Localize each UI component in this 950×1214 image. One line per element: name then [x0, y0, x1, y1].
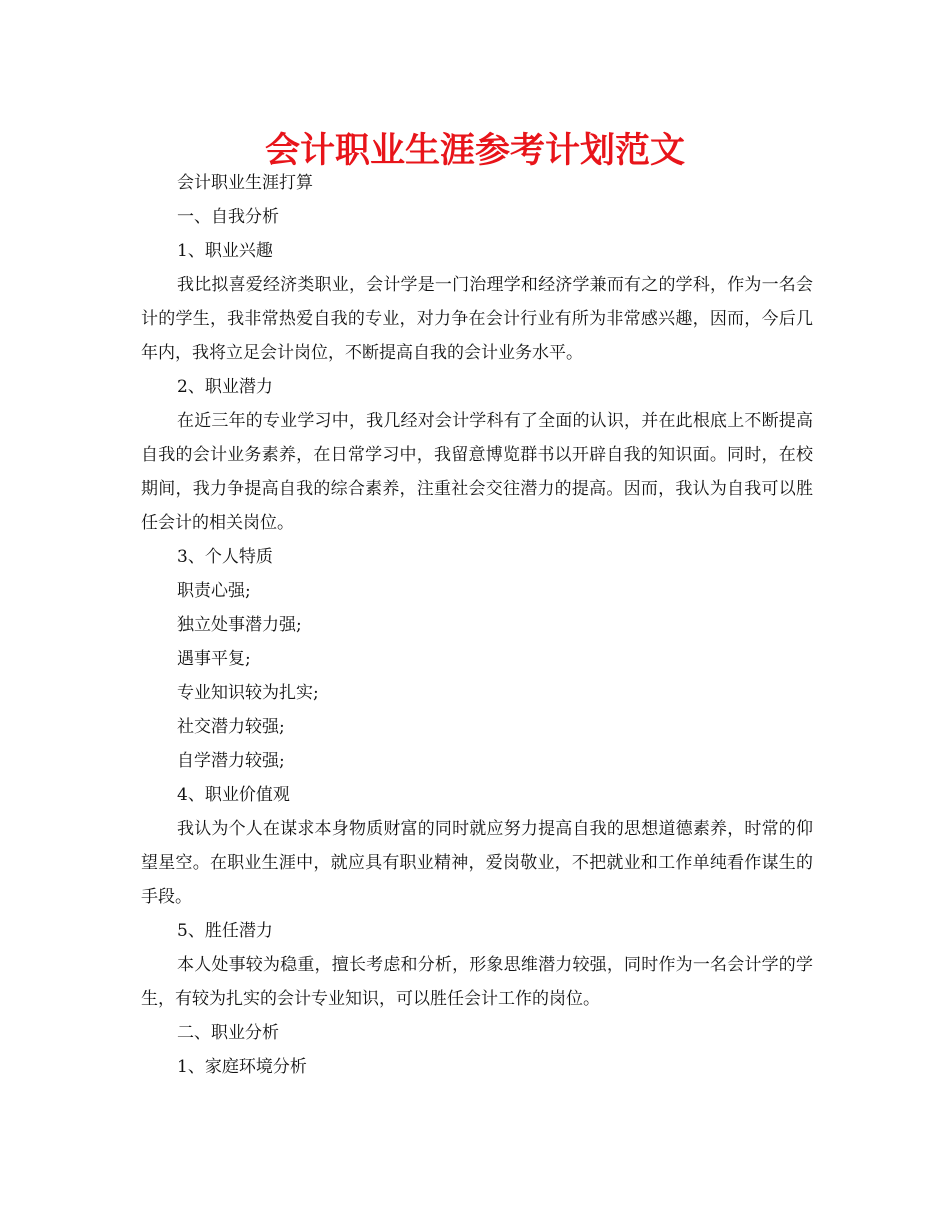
heading-competence: 5、胜任潜力	[177, 921, 273, 941]
trait-item: 社交潜力较强;	[177, 717, 285, 737]
subtitle-line: 会计职业生涯打算	[177, 173, 313, 193]
trait-item: 职责心强;	[177, 581, 251, 601]
page-title: 会计职业生涯参考计划范文	[264, 131, 685, 171]
trait-item: 专业知识较为扎实;	[177, 683, 319, 703]
paragraph-career-values: 我认为个人在谋求本身物质财富的同时就应努力提高自我的思想道德素养，时常的仰望星空。在职业生涯中，就应具有职业精神，爱岗敬业，不把就业和工作单纯看作谋生的手段。	[141, 819, 813, 907]
trait-item: 自学潜力较强;	[177, 751, 285, 771]
heading-career-potential: 2、职业潜力	[177, 377, 273, 397]
heading-career-values: 4、职业价值观	[177, 785, 290, 805]
heading-family-environment: 1、家庭环境分析	[177, 1057, 307, 1077]
paragraph-career-interest: 我比拟喜爱经济类职业，会计学是一门治理学和经济学兼而有之的学科，作为一名会计的学生，我非常热爱自我的专业，对力争在会计行业有所为非常感兴趣，因而，今后几年内，我将立足会计岗位，不断提高自我的会计业务水平。	[141, 275, 813, 363]
section-heading-self-analysis: 一、自我分析	[177, 207, 279, 227]
trait-item: 独立处事潜力强;	[177, 615, 302, 635]
paragraph-career-potential: 在近三年的专业学习中，我几经对会计学科有了全面的认识，并在此根底上不断提高自我的会计业务素养，在日常学习中，我留意博览群书以开辟自我的知识面。同时，在校期间，我力争提高自我的综合素养，注重社会交往潜力的提高。因而，我认为自我可以胜任会计的相关岗位。	[141, 411, 813, 533]
document-body	[141, 166, 813, 1084]
section-heading-career-analysis: 二、职业分析	[177, 1023, 279, 1043]
paragraph-competence: 本人处事较为稳重，擅长考虑和分析，形象思维潜力较强，同时作为一名会计学的学生，有较为扎实的会计专业知识，可以胜任会计工作的岗位。	[141, 955, 813, 1009]
heading-personal-traits: 3、个人特质	[177, 547, 273, 567]
trait-item: 遇事平复;	[177, 649, 251, 669]
heading-career-interest: 1、职业兴趣	[177, 241, 273, 261]
